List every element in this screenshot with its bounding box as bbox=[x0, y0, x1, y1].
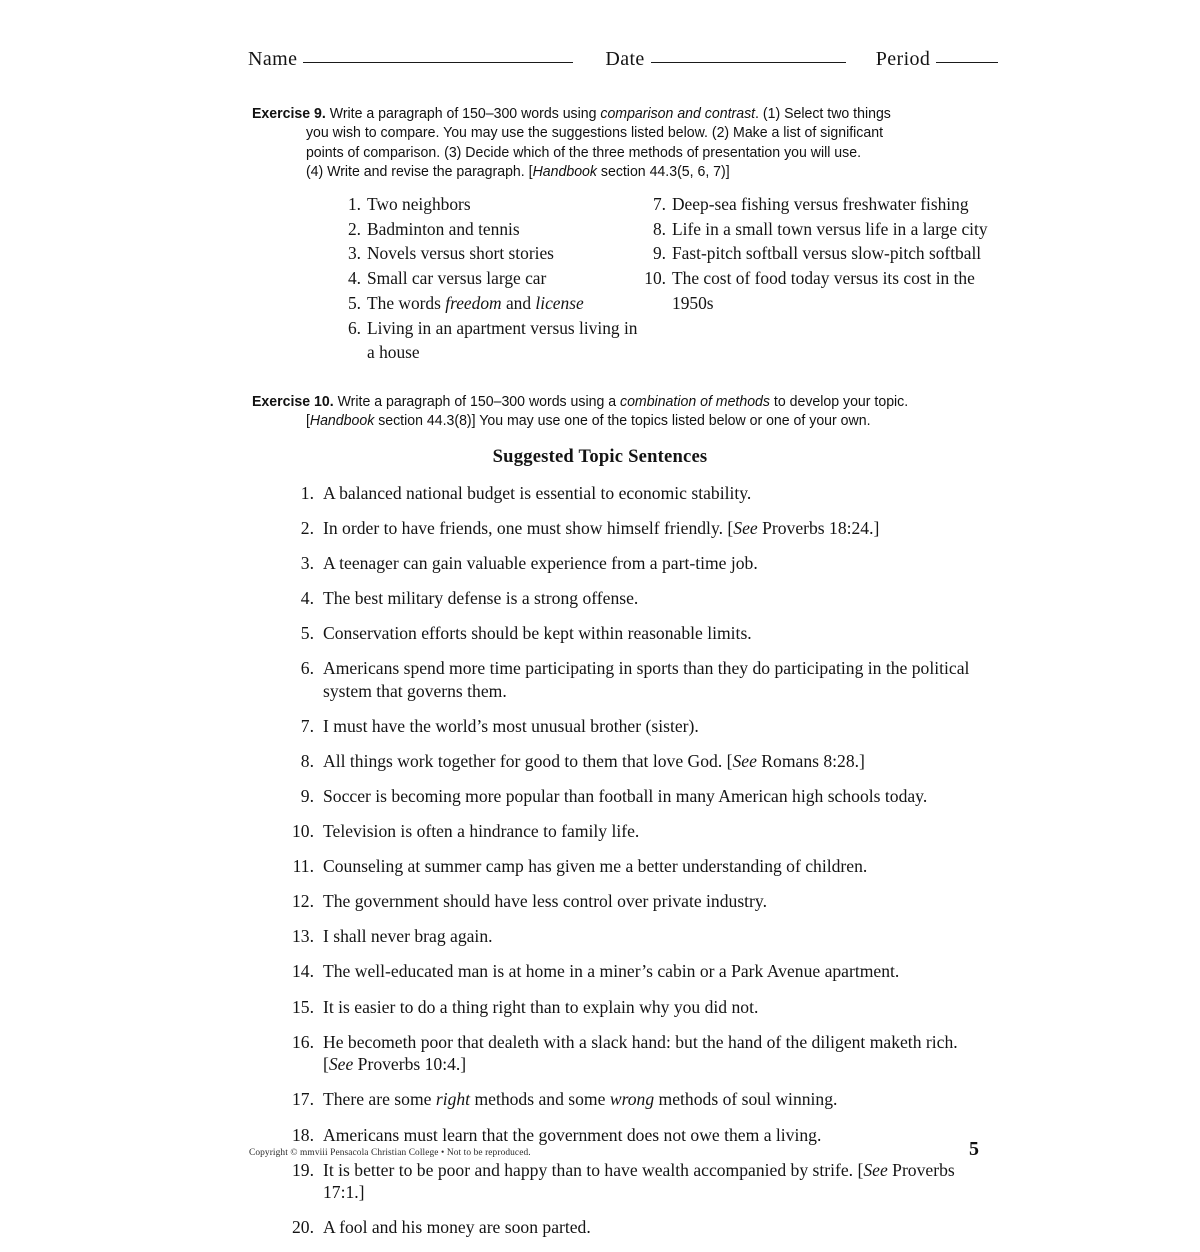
item-number: 12. bbox=[292, 891, 314, 912]
item-text: Fast-pitch softball versus slow-pitch softball bbox=[672, 243, 982, 264]
item-number: 2. bbox=[300, 518, 314, 539]
item-number: 10. bbox=[292, 821, 314, 842]
name-label: Name bbox=[248, 48, 298, 70]
item-text: The government should have less control over private industry. bbox=[323, 891, 767, 912]
item-number: 14. bbox=[292, 961, 314, 982]
student-info-line bbox=[248, 48, 1014, 71]
page-number: 5 bbox=[969, 1138, 979, 1160]
item-text: Conservation efforts should be kept within reasonable limits. bbox=[323, 623, 752, 644]
exercise-10-line2-text-a: [ bbox=[305, 412, 310, 430]
list-item bbox=[642, 217, 1017, 242]
period-label: Period bbox=[875, 48, 931, 70]
item-text: Deep-sea fishing versus freshwater fishing bbox=[672, 194, 969, 214]
list-item bbox=[282, 855, 982, 878]
item-number: 6. bbox=[300, 658, 314, 679]
exercise-9-handbook-ref: Handbook bbox=[532, 162, 597, 180]
item-italic-see: See bbox=[732, 751, 757, 772]
item-number: 18. bbox=[292, 1124, 314, 1145]
item-text: A balanced national budget is essential to economic stability. bbox=[323, 483, 752, 503]
exercise-10-text-b: to develop your topic. bbox=[769, 393, 909, 410]
item-text-a: There are some bbox=[323, 1089, 436, 1110]
list-item bbox=[282, 925, 982, 948]
item-text-mid: and bbox=[501, 292, 536, 313]
exercise-9-line-4 bbox=[252, 162, 1024, 181]
exercise-10-handbook-ref: Handbook bbox=[309, 412, 375, 430]
list-item bbox=[282, 552, 982, 575]
item-number: 9. bbox=[300, 786, 314, 807]
item-number: 6. bbox=[347, 317, 361, 338]
list-item bbox=[282, 820, 982, 843]
list-item bbox=[282, 960, 982, 983]
item-italic-see: See bbox=[733, 518, 758, 539]
item-text: Two neighbors bbox=[367, 194, 471, 214]
item-italic-right: right bbox=[435, 1089, 471, 1110]
item-number: 4. bbox=[300, 588, 314, 609]
item-text: A teenager can gain valuable experience from a part-time job. bbox=[323, 553, 758, 574]
item-text: Americans must learn that the government does not owe them a living. bbox=[323, 1124, 822, 1145]
exercise-10-label: Exercise 10. bbox=[252, 393, 334, 410]
item-text bbox=[323, 750, 982, 773]
item-text bbox=[367, 291, 645, 316]
item-number: 8. bbox=[652, 218, 666, 239]
list-item bbox=[282, 890, 982, 913]
item-text bbox=[323, 1159, 982, 1205]
exercise-10-line-2 bbox=[252, 411, 1033, 430]
list-item bbox=[642, 192, 1017, 217]
exercise-9-line4-text-a: (4) Write and revise the paragraph. [ bbox=[305, 162, 533, 180]
list-item bbox=[282, 1031, 982, 1077]
item-italic-wrong: wrong bbox=[609, 1089, 655, 1110]
item-text: It is easier to do a thing right than to explain why you did not. bbox=[323, 996, 759, 1017]
item-number: 19. bbox=[292, 1159, 314, 1180]
item-text-b: methods and some bbox=[470, 1089, 610, 1110]
item-italic-see: See bbox=[863, 1159, 888, 1180]
list-item bbox=[345, 316, 645, 365]
date-write-in-rule[interactable] bbox=[651, 62, 846, 63]
suggestion-column-right bbox=[642, 192, 1017, 316]
exercise-10-line-1 bbox=[252, 392, 1033, 411]
date-label: Date bbox=[605, 48, 645, 70]
list-item bbox=[282, 517, 982, 540]
date-field-group bbox=[605, 48, 845, 71]
exercise-10-italic-term: combination of methods bbox=[620, 393, 770, 410]
item-number: 10. bbox=[644, 268, 666, 289]
list-item bbox=[345, 266, 645, 291]
item-text bbox=[323, 1031, 982, 1077]
item-number: 1. bbox=[347, 194, 361, 214]
item-italic-see: See bbox=[328, 1054, 354, 1075]
item-text: Small car versus large car bbox=[367, 268, 547, 289]
item-text bbox=[323, 1088, 982, 1111]
suggested-topic-sentences-heading: Suggested Topic Sentences bbox=[492, 446, 708, 467]
item-italic-license: license bbox=[535, 292, 584, 313]
item-text: Americans spend more time participating in sports than they do participating in the political system that governs them. bbox=[323, 658, 970, 702]
name-write-in-rule[interactable] bbox=[303, 62, 573, 63]
item-number: 3. bbox=[347, 243, 361, 264]
exercise-9-text-b: . (1) Select two things bbox=[755, 105, 891, 122]
list-item bbox=[282, 750, 982, 773]
list-item bbox=[282, 996, 982, 1019]
item-number: 8. bbox=[300, 751, 314, 772]
exercise-9-line-3: points of comparison. (3) Decide which of the three methods of presentation you will use. bbox=[305, 143, 862, 161]
item-text-b: Romans 8:28.] bbox=[756, 751, 865, 772]
list-item bbox=[282, 482, 982, 505]
list-item bbox=[642, 241, 1017, 266]
item-italic-freedom: freedom bbox=[445, 292, 502, 313]
exercise-9-line-1 bbox=[252, 104, 1024, 123]
item-number: 20. bbox=[292, 1217, 314, 1238]
item-text-a: In order to have friends, one must show himself friendly. [ bbox=[323, 518, 734, 539]
item-text: Counseling at summer camp has given me a better understanding of children. bbox=[323, 856, 868, 877]
item-text: The best military defense is a strong offense. bbox=[323, 588, 639, 609]
name-field-group bbox=[248, 48, 573, 71]
item-text: Novels versus short stories bbox=[367, 243, 554, 264]
list-item bbox=[345, 192, 645, 217]
exercise-9-instructions bbox=[252, 104, 1024, 181]
exercise-10-instructions bbox=[252, 392, 1033, 431]
list-item bbox=[282, 1216, 982, 1239]
period-write-in-rule[interactable] bbox=[936, 62, 998, 63]
list-item bbox=[282, 587, 982, 610]
item-text: Badminton and tennis bbox=[367, 218, 520, 239]
item-number: 4. bbox=[347, 268, 361, 289]
item-number: 2. bbox=[347, 218, 361, 239]
item-number: 15. bbox=[292, 996, 314, 1017]
item-number: 11. bbox=[292, 856, 314, 877]
item-text-b: Proverbs 18:24.] bbox=[757, 518, 880, 539]
list-item bbox=[282, 785, 982, 808]
item-text: Television is often a hindrance to family life. bbox=[323, 821, 640, 842]
item-number: 3. bbox=[300, 553, 314, 574]
item-text-a: It is better to be poor and happy than to have wealth accompanied by strife. [ bbox=[323, 1159, 864, 1180]
exercise-9-line4-text-b: section 44.3(5, 6, 7)] bbox=[596, 162, 730, 180]
item-text-a: He becometh poor that dealeth with a slack hand: but the hand of the diligent maketh rich. [ bbox=[323, 1031, 958, 1075]
item-number: 5. bbox=[347, 292, 361, 313]
exercise-9-label: Exercise 9. bbox=[252, 105, 326, 122]
period-field-group bbox=[876, 48, 999, 71]
item-text-a: The words bbox=[367, 292, 446, 313]
list-item bbox=[282, 1159, 982, 1205]
item-text: Living in an apartment versus living in a house bbox=[367, 317, 638, 363]
list-item bbox=[282, 622, 982, 645]
suggestion-column-left bbox=[345, 192, 645, 365]
list-item bbox=[282, 657, 982, 703]
list-item bbox=[282, 1124, 982, 1147]
exercise-9-line-2: you wish to compare. You may use the suggestions listed below. (2) Make a list of significant bbox=[305, 124, 883, 142]
topic-sentences-list bbox=[282, 482, 982, 1252]
exercise-9-italic-term: comparison and contrast bbox=[600, 105, 756, 122]
exercise-10-text-a: Write a paragraph of 150–300 words using a bbox=[333, 393, 621, 410]
item-number: 9. bbox=[652, 243, 666, 264]
item-number: 16. bbox=[292, 1031, 314, 1052]
item-text-b: Proverbs 17:1.] bbox=[323, 1159, 955, 1203]
item-text bbox=[323, 517, 982, 540]
exercise-9-text-a: Write a paragraph of 150–300 words using bbox=[325, 105, 601, 122]
list-item bbox=[345, 291, 645, 316]
item-text: Life in a small town versus life in a large city bbox=[672, 218, 988, 239]
item-number: 5. bbox=[300, 623, 314, 644]
item-number: 17. bbox=[292, 1089, 314, 1110]
item-text-c: methods of soul winning. bbox=[654, 1089, 838, 1110]
item-text: I shall never brag again. bbox=[323, 926, 493, 947]
item-text-b: Proverbs 10:4.] bbox=[353, 1054, 467, 1075]
item-text: Soccer is becoming more popular than football in many American high schools today. bbox=[323, 786, 928, 807]
list-item bbox=[642, 266, 1017, 315]
list-item bbox=[282, 1088, 982, 1111]
item-number: 13. bbox=[292, 926, 314, 947]
item-text-a: All things work together for good to them that love God. [ bbox=[323, 751, 733, 772]
copyright-notice: Copyright © mmviii Pensacola Christian College • Not to be reproduced. bbox=[249, 1148, 531, 1158]
item-number: 7. bbox=[652, 194, 666, 214]
item-text: I must have the world’s most unusual brother (sister). bbox=[323, 716, 699, 737]
exercise-10-line2-text-b: section 44.3(8)] You may use one of the topics listed below or one of your own. bbox=[374, 412, 871, 430]
list-item bbox=[345, 241, 645, 266]
list-item bbox=[282, 715, 982, 738]
item-text: The cost of food today versus its cost in the 1950s bbox=[672, 268, 975, 313]
item-number: 7. bbox=[300, 716, 314, 737]
list-item bbox=[345, 217, 645, 242]
item-text: A fool and his money are soon parted. bbox=[323, 1217, 591, 1238]
item-number: 1. bbox=[300, 483, 314, 503]
item-text: The well-educated man is at home in a miner’s cabin or a Park Avenue apartment. bbox=[323, 961, 900, 982]
